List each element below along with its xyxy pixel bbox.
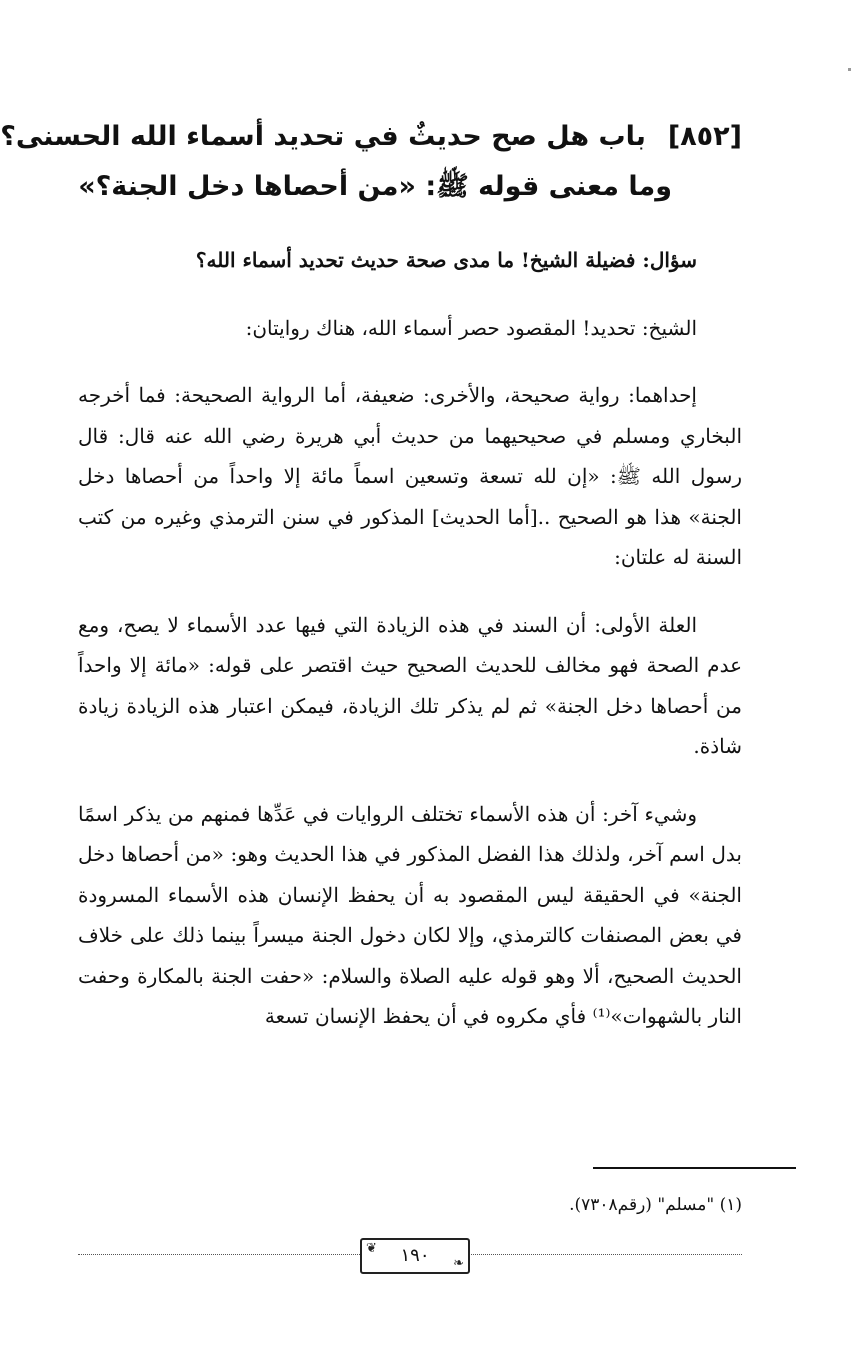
heading-line-2: وما معنى قوله ﷺ: «من أحصاها دخل الجنة؟» [78, 171, 672, 202]
corner-ornament-icon: ❧ [453, 1256, 464, 1271]
scan-speck [848, 68, 851, 71]
page-number-frame [360, 1238, 470, 1274]
footnote-divider [593, 1167, 796, 1169]
heading-title-line-1: باب هل صح حديثٌ في تحديد أسماء الله الحسنى؟ [0, 121, 646, 152]
body-text [78, 240, 742, 1037]
footnote: (١) "مسلم" (رقم٧٣٠٨). [569, 1195, 742, 1215]
heading-line-1 [0, 112, 742, 162]
chapter-number: [٨٥٢] [667, 121, 742, 152]
paragraph-first-defect: العلة الأولى: أن السند في هذه الزيادة التي فيها عدد الأسماء لا يصح، ومع عدم الصحة فهو مخالف للحديث الصحيح حيث اقتصر على قوله: «مائة إلا واحداً من أحصاها دخل الجنة» ثم لم يذكر تلك الزيادة، فيمكن اعتبار هذه الزيادة زيادة شاذة. [78, 612, 742, 758]
page-number: ١٩٠ [400, 1245, 430, 1266]
answer-intro-paragraph: الشيخ: تحديد! المقصود حصر أسماء الله، هناك روايتان: [245, 315, 697, 340]
paragraph-two-narrations: إحداهما: رواية صحيحة، والأخرى: ضعيفة، أما الرواية الصحيحة: فما أخرجه البخاري ومسلم في صحيحيهما من حديث أبي هريرة رضي الله عنه قال: قال رسول الله ﷺ: «إن لله تسعة وتسعين اسماً مائة إلا واحداً من أحصاها دخل الجنة» هذا هو الصحيح ..[أما الحديث] المذكور في سنن الترمذي وغيره من كتب السنة له علتان: [78, 383, 742, 569]
chapter-heading [0, 112, 742, 212]
question-paragraph: سؤال: فضيلة الشيخ! ما مدى صحة حديث تحديد أسماء الله؟ [195, 248, 697, 272]
paragraph-another-point: وشيء آخر: أن هذه الأسماء تختلف الروايات في عَدِّها فمنهم من يذكر اسمًا بدل اسم آخر، ولذلك هذا الفضل المذكور في هذا الحديث وهو: «من أحصاها دخل الجنة» في الحقيقة ليس المقصود به أن يحفظ الإنسان هذه الأسماء المسرودة في بعض المصنفات كالترمذي، وإلا لكان دخول الجنة ميسراً بينما ذلك على خلاف الحديث الصحيح، ألا وهو قوله عليه الصلاة والسلام: «حفت الجنة بالمكارة وحفت النار بالشهوات»⁽¹⁾ فأي مكروه في أن يحفظ الإنسان تسعة [78, 801, 742, 1028]
corner-ornament-icon: ❦ [366, 1241, 377, 1256]
